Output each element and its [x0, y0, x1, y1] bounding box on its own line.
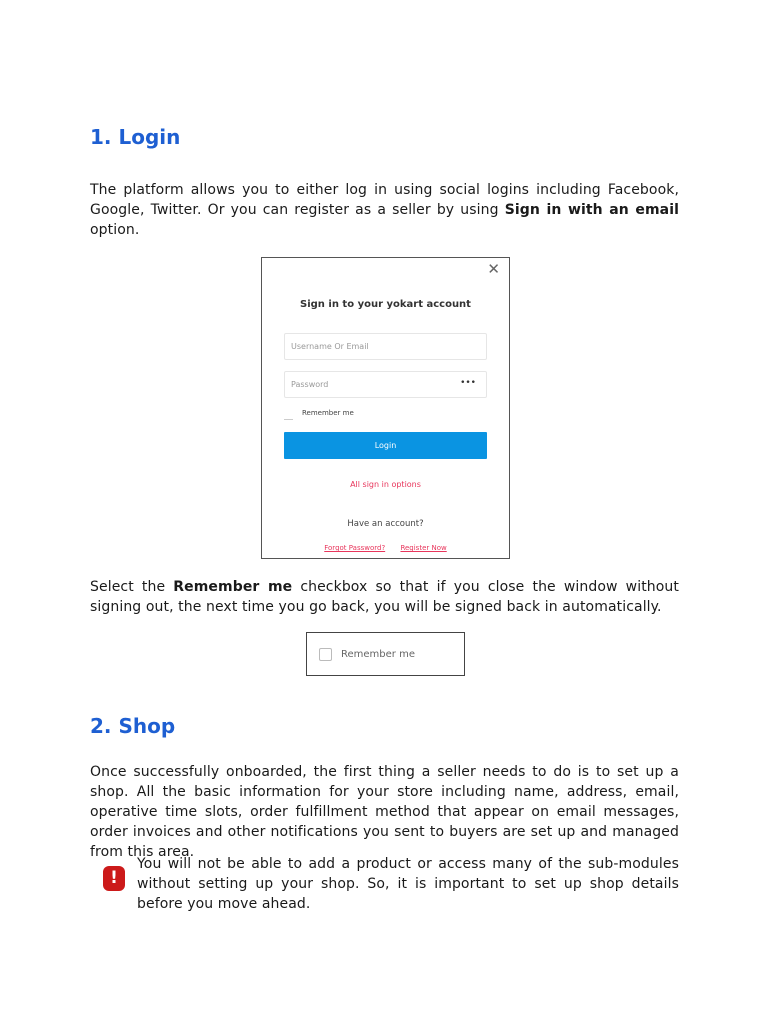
remember-paragraph [90, 577, 679, 617]
register-now-link[interactable]: Register Now [400, 544, 447, 552]
password-placeholder: Password [291, 380, 329, 389]
remember-checkbox[interactable] [319, 648, 332, 661]
shop-paragraph: Once successfully onboarded, the first thing a seller needs to do is to set up a shop. All the basic information for your store including name, address, email, operative time slots, order fulfillment method that appear on email messages, order invoices and other notifications you sent to buyers are set up and managed from this area. [90, 764, 679, 860]
bold-text: Remember me [173, 579, 293, 595]
text: The platform allows you to either log in using social logins including Facebook, Google, Twitter. Or you can register as a seller by using [90, 182, 679, 218]
remember-label: Remember me [302, 409, 354, 417]
bold-text: Sign in with an email [504, 202, 679, 218]
close-icon[interactable]: ✕ [487, 260, 500, 278]
have-account-text: Have an account? [347, 519, 424, 529]
modal-title: Sign in to your yokart account [300, 299, 471, 310]
password-input[interactable] [284, 371, 487, 398]
text: option. [90, 222, 140, 238]
username-input[interactable]: Username Or Email [284, 333, 487, 360]
text: checkbox so that if you close the window without signing out, the next time you go back, you will be signed back in automatically. [90, 579, 679, 615]
login-intro [90, 180, 679, 240]
forgot-password-link[interactable]: Forgot Password? [324, 544, 386, 552]
show-password-icon[interactable]: ••• [460, 378, 476, 388]
remember-me-example [306, 632, 465, 676]
text: Select the [90, 579, 174, 595]
remember-checkbox[interactable] [284, 411, 293, 420]
login-button[interactable]: Login [284, 432, 487, 459]
signin-modal-screenshot [261, 257, 510, 559]
all-signin-options-link[interactable]: All sign in options [350, 480, 421, 489]
warning-note: You will not be able to add a product or access many of the sub-modules without setting up your shop. So, it is important to set up shop details before you move ahead. [137, 856, 679, 912]
section-heading-login: 1. Login [90, 125, 181, 149]
section-heading-shop: 2. Shop [90, 714, 176, 738]
warning-icon: ! [103, 866, 125, 891]
remember-label: Remember me [341, 649, 415, 660]
